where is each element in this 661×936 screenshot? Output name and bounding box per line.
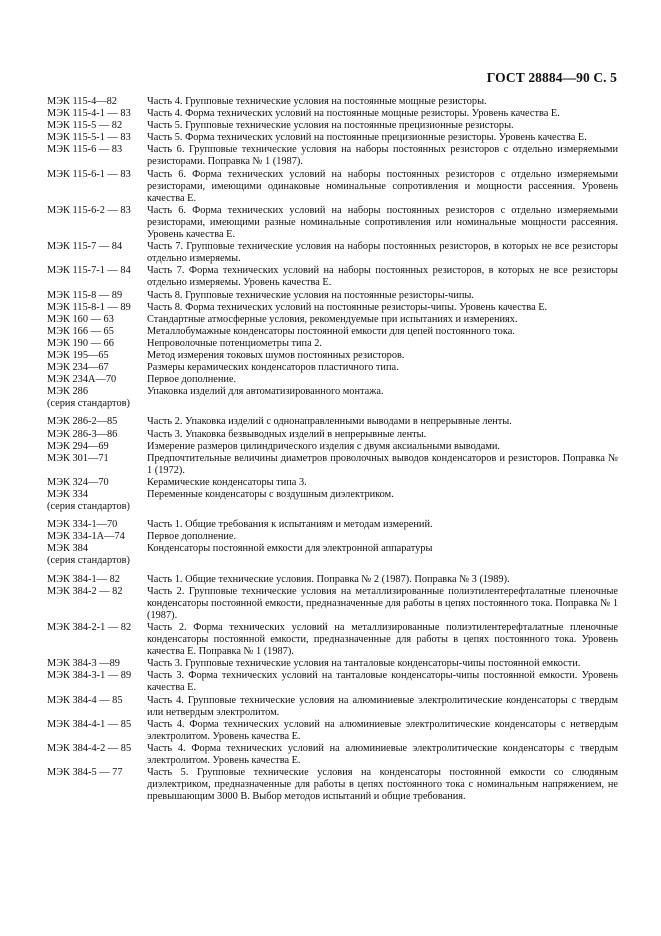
standard-code-line: МЭК 384-3 —89: [47, 658, 120, 670]
standard-description: Часть 8. Форма технических условий на постоянные резисторы-чипы. Уровень качества Е.: [147, 301, 548, 313]
standard-entry: [47, 290, 618, 302]
standard-entry: [47, 205, 618, 241]
standard-description: Металлобумажные конденсаторы постоянной емкости для цепей постоянного тока.: [147, 325, 515, 337]
standard-description: Часть 8. Групповые технические условия на постоянные резисторы-чипы.: [147, 289, 474, 301]
standard-description: Часть 5. Групповые технические условия на постоянные прецизионные резисторы.: [147, 120, 514, 132]
standard-entry: [47, 338, 618, 350]
standard-entry: [47, 543, 618, 567]
standard-entry: [47, 241, 618, 265]
standard-code-line: МЭК 384-4-2 — 85: [47, 742, 132, 754]
standard-description: Часть 3. Форма технических условий на танталовые конденсаторы-чипы постоянной емкости. Уровень качества Е.: [147, 670, 618, 694]
standard-entry: [47, 120, 618, 132]
standard-code: [47, 241, 147, 253]
standard-entry: [47, 658, 618, 670]
standard-description: Часть 2. Групповые технические условия на металлизированные полиэтилентерефталатные пленочные конденсаторы постоянной емкости, предназначенные для работы в цепях постоянного тока. Поправка № 1 (1987).: [147, 585, 618, 621]
standard-description: Метод измерения токовых шумов постоянных резисторов.: [147, 349, 405, 361]
standard-entry: [47, 429, 618, 441]
standard-code: [47, 96, 147, 108]
standard-description: Часть 4. Форма технических условий на алюминиевые электролитические конденсаторы с нетвердым электролитом. Уровень качества Е.: [147, 718, 618, 742]
standard-entry: [47, 767, 618, 803]
standard-description: Часть 6. Форма технических условий на наборы постоянных резисторов с отдельно измеряемыми резисторами, имеющими одинаковые номинальные сопротивления и мощности рассеяния. Уровень качества Е.: [147, 168, 618, 204]
standard-description: Часть 6. Групповые технические условия на наборы постоянных резисторов с отдельно измеряемыми резисторами. Поправка № 1 (1987).: [147, 144, 618, 168]
standard-entry: [47, 574, 618, 586]
standard-code: [47, 374, 147, 386]
standard-description: Конденсаторы постоянной емкости для электронной аппаратуры: [147, 543, 433, 555]
standard-code: [47, 519, 147, 531]
standard-code-line: МЭК 384-1— 82: [47, 573, 120, 585]
standard-code-line: МЭК 384: [47, 543, 89, 555]
standard-code: [47, 531, 147, 543]
standard-entry: [47, 622, 618, 658]
standard-entry: [47, 265, 618, 289]
standard-code: [47, 169, 147, 181]
standard-entry: [47, 144, 618, 168]
standard-code: [47, 586, 147, 598]
standard-code: [47, 622, 147, 634]
standard-code: [47, 658, 147, 670]
standard-description: Предпочтительные величины диаметров проволочных выводов конденсаторов и резисторов. Поправка № 1 (1972).: [147, 452, 618, 476]
standard-entry: [47, 695, 618, 719]
standard-code: [47, 326, 147, 338]
standard-entry: [47, 441, 618, 453]
standard-description: Часть 2. Форма технических условий на металлизированные полиэтилентерефталатные пленочные конденсаторы постоянной емкости, предназначенные для работы в цепях постоянного тока. Уровень качества Е. Поправка № 1 (1987).: [147, 621, 618, 658]
standard-description: Часть 1. Общие технические условия. Поправка № 2 (1987). Поправка № 3 (1989).: [147, 573, 510, 585]
standard-description: Часть 2. Упаковка изделий с однонаправленными выводами в непрерывные ленты.: [147, 416, 512, 428]
standard-code-line: МЭК 160 — 63: [47, 313, 114, 325]
standard-description: Часть 7. Групповые технические условия на наборы постоянных резисторов, в которых не все резисторы отдельно измеряемы.: [147, 241, 618, 265]
standard-entry: [47, 314, 618, 326]
standard-code-line: МЭК 115-6-2 — 83: [47, 204, 131, 216]
standard-description: Первое дополнение.: [147, 374, 237, 386]
standard-code-line: МЭК 115-6 — 83: [47, 144, 123, 156]
standard-code-line: МЭК 334: [47, 489, 89, 500]
standard-code-line: МЭК 115-8 — 89: [47, 289, 123, 301]
standard-description: Размеры керамических конденсаторов пластичного типа.: [147, 362, 399, 374]
standard-entry: [47, 132, 618, 144]
standard-code: [47, 350, 147, 362]
standard-entry: [47, 719, 618, 743]
standard-code: [47, 695, 147, 707]
standard-code: [47, 120, 147, 132]
standard-code: [47, 477, 147, 489]
standard-code-line: МЭК 384-2 — 82: [47, 585, 123, 597]
standard-description: Часть 5. Групповые технические условия на конденсаторы постоянной емкости со слюдяным диэлектриком, предназначенные для работы в цепях постоянного тока с номинальным напряжением, не превышающим 3000 В. Выбор методов испытаний и общие требования.: [147, 767, 618, 803]
standard-description: Керамические конденсаторы типа 3.: [147, 476, 307, 488]
standard-code-line: МЭК 384-4 — 85: [47, 694, 123, 706]
standard-code: [47, 302, 147, 314]
standard-code-line: МЭК 190 — 66: [47, 337, 114, 349]
standard-code-line: МЭК 115-4-1 — 83: [47, 108, 131, 120]
standard-code: [47, 265, 147, 277]
standard-code-line: МЭК 334-1А—74: [47, 531, 125, 543]
standard-entry: [47, 519, 618, 531]
standard-code: [47, 144, 147, 156]
standard-entry: [47, 531, 618, 543]
standard-entry: [47, 477, 618, 489]
standard-code-line: МЭК 234А—70: [47, 374, 117, 386]
standard-entry: [47, 302, 618, 314]
standard-description: Измерение размеров цилиндрического изделия с двумя аксиальными выводами.: [147, 440, 501, 452]
standard-code: [47, 205, 147, 217]
standard-entry: [47, 416, 618, 428]
standard-code: [47, 362, 147, 374]
standard-entry: [47, 108, 618, 120]
standard-code-line: МЭК 384-2-1 — 82: [47, 621, 132, 633]
standard-code-line: МЭК 115-5-1 — 83: [47, 132, 131, 144]
standard-code: [47, 314, 147, 326]
standard-code-line: МЭК 115-6-1 — 83: [47, 168, 131, 180]
standard-code-line: МЭК 166 — 65: [47, 325, 114, 337]
standard-entry: [47, 96, 618, 108]
standard-description: Часть 1. Общие требования к испытаниям и методам измерений.: [147, 519, 433, 531]
standard-code: [47, 429, 147, 441]
standard-description: Часть 4. Форма технических условий на постоянные мощные резисторы. Уровень качества Е.: [147, 108, 560, 120]
standard-code-line: МЭК 115-7-1 — 84: [47, 265, 131, 277]
standard-code-line: МЭК 115-5 — 82: [47, 120, 123, 132]
standard-code: [47, 453, 147, 465]
standard-description: Упаковка изделий для автоматизированного монтажа.: [147, 386, 384, 398]
standard-code-line: МЭК 294—69: [47, 440, 109, 452]
standard-code-line: МЭК 301—71: [47, 452, 109, 464]
standard-code: [47, 719, 147, 731]
standard-entry: [47, 169, 618, 205]
standard-description: Часть 6. Форма технических условий на наборы постоянных резисторов с отдельно измеряемыми резисторами, имеющими разные номинальные сопротивления или номинальные мощности рассеяния. Уровень качества Е.: [147, 204, 618, 241]
standard-entry: [47, 326, 618, 338]
standard-code: [47, 543, 147, 567]
standard-description: Часть 4. Групповые технические условия на постоянные мощные резисторы.: [147, 96, 487, 107]
standard-code-line: МЭК 286-3—86: [47, 428, 118, 440]
standard-code: [47, 441, 147, 453]
standard-code-line: МЭК 286: [47, 386, 89, 398]
standard-description: Непроволочные потенциометры типа 2.: [147, 337, 322, 349]
standard-description: Часть 5. Форма технических условий на постоянные прецизионные резисторы. Уровень качества Е.: [147, 132, 587, 144]
standard-code: [47, 670, 147, 682]
standard-code-line: МЭК 195—65: [47, 349, 109, 361]
standard-entry: [47, 586, 618, 622]
standard-code-line: МЭК 115-4—82: [47, 96, 117, 107]
standard-code: [47, 489, 147, 513]
standard-entry: [47, 670, 618, 694]
standard-code: [47, 767, 147, 779]
standards-list: [47, 96, 618, 803]
standard-description: Часть 4. Групповые технические условия на алюминиевые электролитические конденсаторы с твердым или нетвердым электролитом.: [147, 694, 618, 718]
standard-code-line: МЭК 234—67: [47, 362, 109, 374]
standard-description: Часть 4. Форма технических условий на алюминиевые электролитические конденсаторы с твердым электролитом. Уровень качества Е.: [147, 742, 618, 766]
page-header: ГОСТ 28884—90 С. 5: [486, 70, 617, 85]
standard-entry: [47, 362, 618, 374]
standard-code: [47, 743, 147, 755]
standard-code: [47, 132, 147, 144]
standard-code: [47, 338, 147, 350]
standard-code: [47, 574, 147, 586]
standard-code-line: МЭК 384-5 — 77: [47, 767, 123, 779]
standard-code-line: МЭК 384-4-1 — 85: [47, 718, 132, 730]
standard-code-line: МЭК 384-3-1 — 89: [47, 670, 132, 682]
standard-code-line: МЭК 115-7 — 84: [47, 241, 123, 253]
standard-code: [47, 290, 147, 302]
standard-code: [47, 108, 147, 120]
standard-description: Стандартные атмосферные условия, рекомендуемые при испытаниях и измерениях.: [147, 313, 518, 325]
standard-code-line: (серия стандартов): [47, 398, 130, 410]
standard-description: Первое дополнение.: [147, 531, 237, 543]
standard-description: Часть 3. Групповые технические условия на танталовые конденсаторы-чипы постоянной емкости.: [147, 658, 581, 670]
standard-entry: [47, 743, 618, 767]
standard-description: Часть 7. Форма технических условий на наборы постоянных резисторов, в которых не все резисторы отдельно измеряемы. Уровень качества Е.: [147, 265, 618, 289]
standard-entry: [47, 374, 618, 386]
standard-code-line: МЭК 286-2—85: [47, 416, 118, 428]
standard-code: [47, 416, 147, 428]
standard-code-line: МЭК 334-1—70: [47, 519, 118, 531]
standard-code-line: (серия стандартов): [47, 501, 130, 513]
standard-code-line: МЭК 324—70: [47, 476, 109, 488]
standard-description: Переменные конденсаторы с воздушным диэлектриком.: [147, 489, 394, 500]
standard-code-line: МЭК 115-8-1 — 89: [47, 301, 131, 313]
standard-code-line: (серия стандартов): [47, 555, 130, 567]
standard-description: Часть 3. Упаковка безвыводных изделий в непрерывные ленты.: [147, 428, 427, 440]
standard-entry: [47, 386, 618, 410]
standard-entry: [47, 350, 618, 362]
standard-entry: [47, 453, 618, 477]
standard-entry: [47, 489, 618, 513]
standard-code: [47, 386, 147, 410]
